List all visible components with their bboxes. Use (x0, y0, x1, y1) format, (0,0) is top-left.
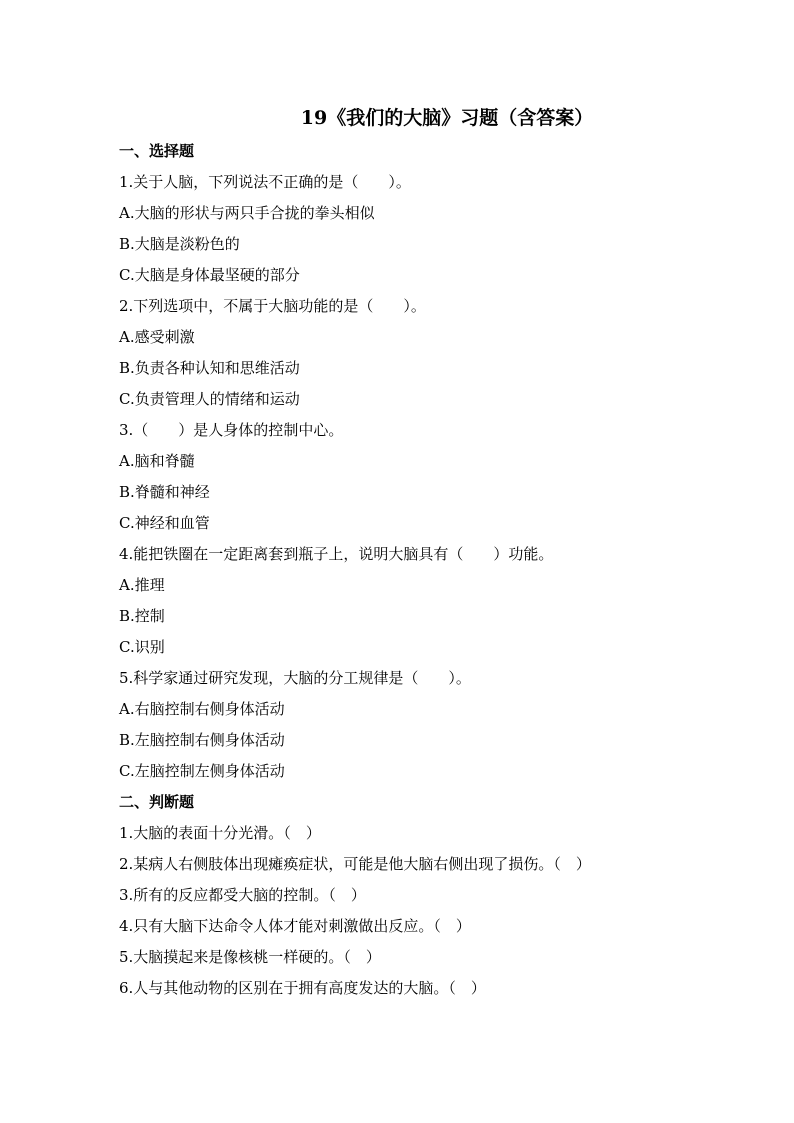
section-heading-true-false: 二、判断题 (119, 793, 195, 811)
judgment-item-6: 6.人与其他动物的区别在于拥有高度发达的大脑。（ ） (119, 979, 486, 997)
judgment-item-2: 2.某病人右侧肢体出现瘫痪症状，可能是他大脑右侧出现了损伤。（ ） (119, 855, 591, 873)
question-5-stem: 5.科学家通过研究发现，大脑的分工规律是（ ）。 (119, 669, 471, 687)
question-3-option-b: B.脊髓和神经 (119, 483, 210, 501)
question-2-option-c: C.负责管理人的情绪和运动 (119, 390, 300, 408)
section-heading-choice: 一、选择题 (119, 142, 195, 160)
question-4-option-c: C.识别 (119, 638, 165, 656)
question-2-stem: 2.下列选项中，不属于大脑功能的是（ ）。 (119, 297, 426, 315)
question-1-stem: 1.关于人脑，下列说法不正确的是（ ）。 (119, 173, 411, 191)
question-2-option-a: A.感受刺激 (119, 328, 195, 346)
question-4-option-a: A.推理 (119, 576, 165, 594)
question-2-option-b: B.负责各种认知和思维活动 (119, 359, 300, 377)
judgment-item-5: 5.大脑摸起来是像核桃一样硬的。（ ） (119, 948, 381, 966)
question-1-option-c: C.大脑是身体最坚硬的部分 (119, 266, 300, 284)
question-5-option-a: A.右脑控制右侧身体活动 (119, 700, 285, 718)
question-4-option-b: B.控制 (119, 607, 165, 625)
question-4-stem: 4.能把铁圈在一定距离套到瓶子上，说明大脑具有（ ）功能。 (119, 545, 554, 563)
judgment-item-4: 4.只有大脑下达命令人体才能对刺激做出反应。（ ） (119, 917, 471, 935)
question-5-option-c: C.左脑控制左侧身体活动 (119, 762, 285, 780)
judgment-item-1: 1.大脑的表面十分光滑。（ ） (119, 824, 321, 842)
question-3-stem: 3.（ ）是人身体的控制中心。 (119, 421, 344, 439)
question-5-option-b: B.左脑控制右侧身体活动 (119, 731, 285, 749)
document-title: 19《我们的大脑》习题（含答案） (300, 107, 594, 129)
question-1-option-b: B.大脑是淡粉色的 (119, 235, 240, 253)
question-3-option-c: C.神经和血管 (119, 514, 210, 532)
judgment-item-3: 3.所有的反应都受大脑的控制。（ ） (119, 886, 366, 904)
question-3-option-a: A.脑和脊髓 (119, 452, 195, 470)
question-1-option-a: A.大脑的形状与两只手合拢的拳头相似 (119, 204, 375, 222)
